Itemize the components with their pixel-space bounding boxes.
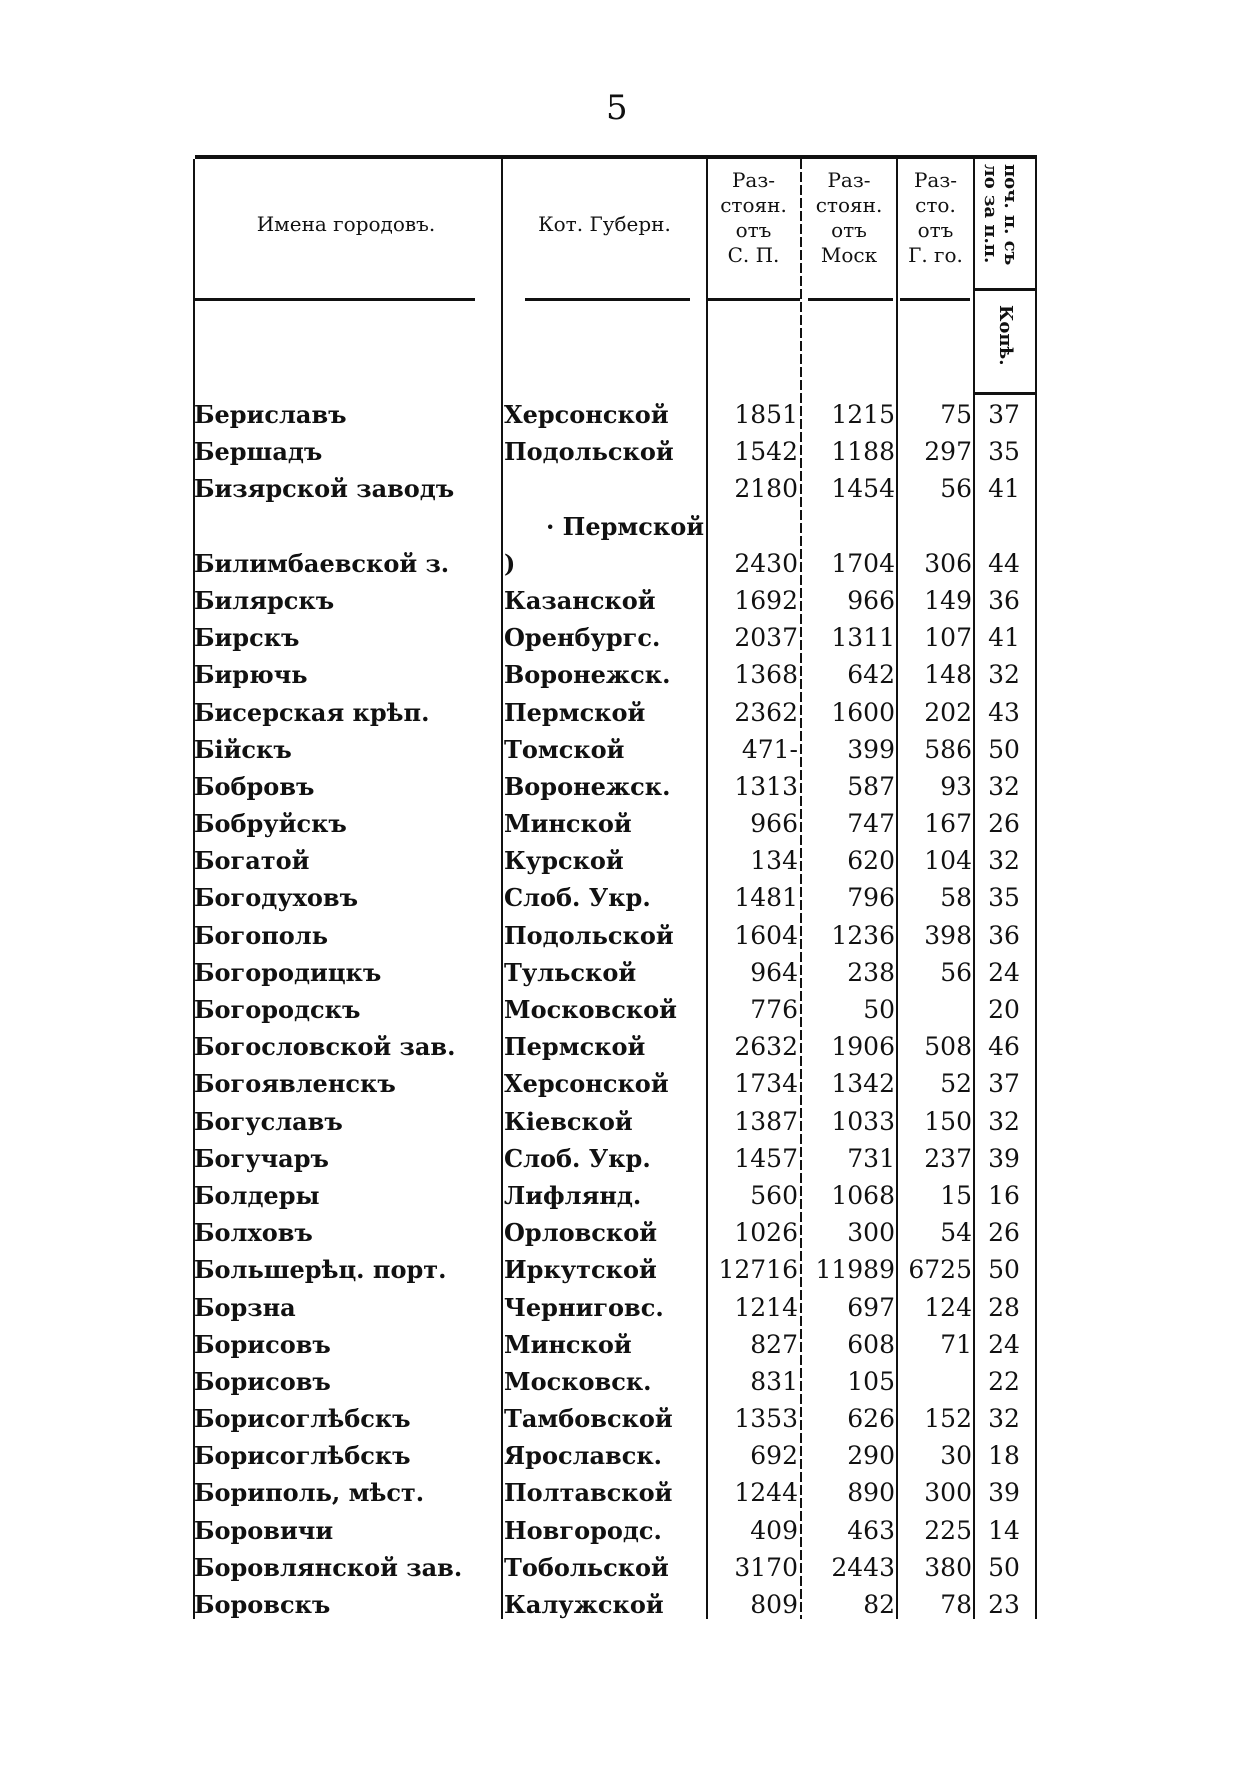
table-row [0, 1549, 1259, 1586]
header-kopecks: Копѣ. [995, 305, 1016, 366]
distance-spb: 409 [750, 1515, 798, 1545]
city-name: Борисоглѣбскъ [194, 1441, 411, 1471]
distance-moscow: 890 [847, 1478, 895, 1508]
governorate: Новгородс. [504, 1515, 662, 1545]
distance-moscow: 1068 [831, 1180, 895, 1210]
distance-spb: 2037 [734, 623, 798, 653]
distance-moscow: 608 [847, 1329, 895, 1359]
distance-spb: 809 [750, 1590, 798, 1619]
header-line: отъ [917, 218, 954, 242]
governorate: Орловской [504, 1218, 658, 1248]
header-rule [195, 298, 475, 301]
header-line: Моск [820, 243, 878, 267]
distance-spb: 1026 [734, 1218, 798, 1248]
distance-gov-town: 398 [924, 920, 972, 950]
city-name: Бобруйскъ [194, 809, 347, 839]
table-row [0, 1512, 1259, 1549]
distance-spb: 1851 [734, 400, 798, 429]
distance-moscow: 966 [847, 585, 895, 615]
city-name: Большерѣц. порт. [194, 1255, 447, 1285]
governorate: Оренбургс. [504, 623, 661, 653]
governorate: Московск. [504, 1366, 652, 1396]
distance-spb: 12716 [718, 1255, 798, 1285]
distance-spb: 964 [750, 957, 798, 987]
governorate: Слоб. Укр. [504, 883, 651, 913]
city-name: Боровлянской зав. [194, 1552, 463, 1582]
postage-kopecks: 39 [988, 1143, 1020, 1173]
header-city-names: Имена городовъ. [256, 212, 436, 236]
distance-moscow: 2443 [831, 1552, 895, 1582]
table-row [0, 879, 1259, 916]
distance-gov-town: 56 [940, 474, 972, 504]
postage-kopecks: 32 [988, 846, 1020, 876]
header-rule [975, 392, 1035, 395]
distance-gov-town: 71 [940, 1329, 972, 1359]
city-name: Бійскъ [194, 734, 292, 764]
table-row [0, 731, 1259, 768]
header-rule [808, 298, 893, 301]
table-row [0, 842, 1259, 879]
postage-kopecks: 32 [988, 1106, 1020, 1136]
distance-spb: 471- [741, 734, 798, 764]
header-line: С. П. [727, 243, 780, 267]
postage-kopecks: 16 [988, 1180, 1020, 1210]
postage-kopecks: 18 [988, 1441, 1020, 1471]
governorate: Казанской [504, 585, 656, 615]
governorate: Тамбовской [504, 1404, 673, 1434]
table-body [0, 396, 1259, 1623]
table-row [0, 917, 1259, 954]
distance-spb: 831 [750, 1366, 798, 1396]
distance-spb: 2362 [734, 697, 798, 727]
postage-kopecks: 26 [988, 1218, 1020, 1248]
distance-moscow: 238 [847, 957, 895, 987]
governorate: Пермской [504, 697, 646, 727]
table-row [0, 508, 1259, 545]
city-name: Болдеры [194, 1180, 320, 1210]
governorate: Слоб. Укр. [504, 1143, 651, 1173]
postage-kopecks: 28 [988, 1292, 1020, 1322]
distance-gov-town: 75 [940, 400, 972, 429]
governorate: Иркутской [504, 1255, 657, 1285]
governorate: Ярославск. [504, 1441, 663, 1471]
distance-moscow: 642 [847, 660, 895, 690]
postage-kopecks: 35 [988, 437, 1020, 467]
distance-moscow: 1454 [831, 474, 895, 504]
city-name: Бобровъ [194, 771, 315, 801]
distance-moscow: 399 [847, 734, 895, 764]
header-postage: поч. п. съ ло за п.п. [980, 164, 1021, 266]
distance-spb: 2632 [734, 1032, 798, 1062]
governorate: Воронежск. [504, 771, 671, 801]
postage-kopecks: 35 [988, 883, 1020, 913]
table-row [0, 1326, 1259, 1363]
postage-kopecks: 32 [988, 771, 1020, 801]
governorate: Калужской [504, 1590, 664, 1619]
distance-gov-town: 148 [924, 660, 972, 690]
distance-moscow: 796 [847, 883, 895, 913]
city-name: Борзна [194, 1292, 296, 1322]
header-line: Раз- [913, 168, 958, 192]
distance-moscow: 1906 [831, 1032, 895, 1062]
table-row [0, 1140, 1259, 1177]
postage-kopecks: 32 [988, 1404, 1020, 1434]
distance-gov-town: 152 [924, 1404, 972, 1434]
table-row [0, 1028, 1259, 1065]
postage-kopecks: 36 [988, 920, 1020, 950]
postage-kopecks: 26 [988, 809, 1020, 839]
distance-spb: 134 [750, 846, 798, 876]
distance-moscow: 1033 [831, 1106, 895, 1136]
governorate: Черниговс. [504, 1292, 664, 1322]
distance-moscow: 82 [863, 1590, 895, 1619]
table-row [0, 396, 1259, 433]
header-line: отъ [735, 218, 772, 242]
city-name: Билярскъ [194, 585, 335, 615]
governorate: Курской [504, 846, 624, 876]
distance-spb: 1604 [734, 920, 798, 950]
distance-spb: 776 [750, 995, 798, 1024]
city-name: Богородскъ [194, 995, 361, 1024]
postage-kopecks: 50 [988, 734, 1020, 764]
distance-spb: 1313 [734, 771, 798, 801]
header-distance-spb [706, 168, 801, 268]
distance-spb: 1734 [734, 1069, 798, 1099]
distance-moscow: 1600 [831, 697, 895, 727]
table-row [0, 545, 1259, 582]
postage-kopecks: 23 [988, 1590, 1020, 1619]
table-row [0, 1437, 1259, 1474]
city-name: Бериславъ [194, 400, 347, 429]
city-name: Боровскъ [194, 1590, 331, 1619]
distance-gov-town: 150 [924, 1106, 972, 1136]
distance-spb: 1542 [734, 437, 798, 467]
distance-gov-town: 508 [924, 1032, 972, 1062]
table-row [0, 433, 1259, 470]
city-name: Бирскъ [194, 623, 300, 653]
city-name: Борисовъ [194, 1329, 331, 1359]
table-row [0, 1586, 1259, 1623]
table-row [0, 582, 1259, 619]
city-name: Боровичи [194, 1515, 334, 1545]
distance-gov-town: 54 [940, 1218, 972, 1248]
distance-moscow: 626 [847, 1404, 895, 1434]
postage-kopecks: 50 [988, 1552, 1020, 1582]
city-name: Богатой [194, 846, 310, 876]
distance-spb: 2430 [734, 548, 798, 578]
table-row [0, 1251, 1259, 1288]
postage-kopecks: 39 [988, 1478, 1020, 1508]
distance-moscow: 1704 [831, 548, 895, 578]
table-row [0, 470, 1259, 507]
table-row [0, 619, 1259, 656]
header-rule [975, 288, 1035, 291]
distance-gov-town: 306 [924, 548, 972, 578]
header-governorate: Кот. Губерн. [538, 212, 671, 236]
distance-spb: 3170 [734, 1552, 798, 1582]
postage-kopecks: 37 [988, 400, 1020, 429]
city-name: Богучаръ [194, 1143, 329, 1173]
distance-spb: 1368 [734, 660, 798, 690]
distance-spb: 1244 [734, 1478, 798, 1508]
distance-moscow: 1215 [831, 400, 895, 429]
postage-kopecks: 36 [988, 585, 1020, 615]
distance-gov-town: 52 [940, 1069, 972, 1099]
distance-gov-town: 104 [924, 846, 972, 876]
table-row [0, 694, 1259, 731]
table-row [0, 1214, 1259, 1251]
distance-moscow: 463 [847, 1515, 895, 1545]
postage-kopecks: 46 [988, 1032, 1020, 1062]
table-row [0, 1065, 1259, 1102]
distance-gov-town: 380 [924, 1552, 972, 1582]
governorate: Херсонской [504, 1069, 669, 1099]
table-top-rule [195, 155, 1037, 159]
distance-spb: 560 [750, 1180, 798, 1210]
governorate: Воронежск. [504, 660, 671, 690]
city-name: Богословской зав. [194, 1032, 456, 1062]
distance-gov-town: 300 [924, 1478, 972, 1508]
table-row [0, 768, 1259, 805]
postage-kopecks: 50 [988, 1255, 1020, 1285]
distance-moscow: 1236 [831, 920, 895, 950]
postage-kopecks: 14 [988, 1515, 1020, 1545]
governorate: ) [504, 548, 516, 578]
postage-kopecks: 41 [988, 623, 1020, 653]
governorate: Полтавской [504, 1478, 673, 1508]
governorate: Херсонской [504, 400, 669, 429]
postage-kopecks: 43 [988, 697, 1020, 727]
governorate: Кіевской [504, 1106, 633, 1136]
distance-gov-town: 297 [924, 437, 972, 467]
postage-kopecks: 24 [988, 957, 1020, 987]
city-name: Богуславъ [194, 1106, 343, 1136]
distance-gov-town: 56 [940, 957, 972, 987]
city-name: Богородицкъ [194, 957, 382, 987]
distance-moscow: 747 [847, 809, 895, 839]
postage-kopecks: 20 [988, 995, 1020, 1024]
city-name: Билимбаевской з. [194, 548, 450, 578]
header-line: Раз- [827, 168, 871, 192]
distance-spb: 692 [750, 1441, 798, 1471]
table-row [0, 1177, 1259, 1214]
city-name: Бориполь, мѣст. [194, 1478, 425, 1508]
table-row [0, 1289, 1259, 1326]
distance-gov-town: 225 [924, 1515, 972, 1545]
page-number: 5 [606, 88, 628, 128]
distance-spb: 1214 [734, 1292, 798, 1322]
distance-moscow: 697 [847, 1292, 895, 1322]
city-name: Бершадъ [194, 437, 323, 467]
city-name: Бизярской заводъ [194, 474, 455, 504]
postage-kopecks: 22 [988, 1366, 1020, 1396]
postage-kopecks: 24 [988, 1329, 1020, 1359]
governorate: · Пермской [545, 511, 704, 541]
distance-spb: 1353 [734, 1404, 798, 1434]
city-name: Бисерская крѣп. [194, 697, 430, 727]
distance-gov-town: 124 [924, 1292, 972, 1322]
distance-gov-town: 237 [924, 1143, 972, 1173]
city-name: Богоявленскъ [194, 1069, 396, 1099]
governorate: Тульской [504, 957, 637, 987]
city-name: Болховъ [194, 1218, 313, 1248]
distance-spb: 1457 [734, 1143, 798, 1173]
header-line: сто. [915, 193, 956, 217]
header-rule [525, 298, 690, 301]
governorate: Пермской [504, 1032, 646, 1062]
table-row [0, 991, 1259, 1028]
header-distance-gov-town [898, 168, 973, 268]
city-name: Богополь [194, 920, 329, 950]
city-name: Борисовъ [194, 1366, 331, 1396]
city-name: Борисоглѣбскъ [194, 1404, 411, 1434]
header-rule [708, 298, 800, 301]
postage-kopecks: 37 [988, 1069, 1020, 1099]
distance-moscow: 1342 [831, 1069, 895, 1099]
distance-spb: 827 [750, 1329, 798, 1359]
distance-gov-town: 586 [924, 734, 972, 764]
distance-moscow: 587 [847, 771, 895, 801]
distance-gov-town: 58 [940, 883, 972, 913]
distance-spb: 1387 [734, 1106, 798, 1136]
distance-spb: 1481 [734, 883, 798, 913]
distance-gov-town: 93 [940, 771, 972, 801]
distance-spb: 2180 [734, 474, 798, 504]
distance-gov-town: 149 [924, 585, 972, 615]
distance-gov-town: 78 [940, 1590, 972, 1619]
table-row [0, 1474, 1259, 1511]
header-line: стоян. [815, 193, 883, 217]
postage-kopecks: 41 [988, 474, 1020, 504]
governorate: Лифлянд. [504, 1180, 642, 1210]
distance-moscow: 731 [847, 1143, 895, 1173]
governorate: Томской [504, 734, 625, 764]
header-rule [900, 298, 970, 301]
distance-spb: 1692 [734, 585, 798, 615]
distance-moscow: 50 [863, 995, 895, 1024]
distance-gov-town: 107 [924, 623, 972, 653]
header-line: Раз- [731, 168, 776, 192]
distance-moscow: 290 [847, 1441, 895, 1471]
header-line: отъ [831, 218, 867, 242]
table-row [0, 954, 1259, 991]
governorate: Подольской [504, 437, 674, 467]
header-distance-moscow [802, 168, 896, 268]
distance-gov-town: 167 [924, 809, 972, 839]
distance-moscow: 11989 [815, 1255, 895, 1285]
governorate: Московской [504, 995, 677, 1024]
distance-moscow: 300 [847, 1218, 895, 1248]
city-name: Бирючь [194, 660, 308, 690]
table-row [0, 1103, 1259, 1140]
distance-gov-town: 6725 [908, 1255, 972, 1285]
postage-kopecks: 44 [988, 548, 1020, 578]
distance-moscow: 1311 [831, 623, 895, 653]
distance-moscow: 105 [847, 1366, 895, 1396]
header-line: Г. го. [908, 243, 963, 267]
distance-gov-town: 15 [940, 1180, 972, 1210]
table-row [0, 656, 1259, 693]
distance-gov-town: 30 [940, 1441, 972, 1471]
header-line: стоян. [720, 193, 787, 217]
distance-moscow: 620 [847, 846, 895, 876]
governorate: Тобольской [504, 1552, 669, 1582]
governorate: Минской [504, 1329, 632, 1359]
distance-gov-town: 202 [924, 697, 972, 727]
table-row [0, 805, 1259, 842]
table-row [0, 1363, 1259, 1400]
postage-kopecks: 32 [988, 660, 1020, 690]
governorate: Минской [504, 809, 632, 839]
distance-moscow: 1188 [831, 437, 895, 467]
distance-spb: 966 [750, 809, 798, 839]
city-name: Богодуховъ [194, 883, 358, 913]
governorate: Подольской [504, 920, 674, 950]
table-row [0, 1400, 1259, 1437]
